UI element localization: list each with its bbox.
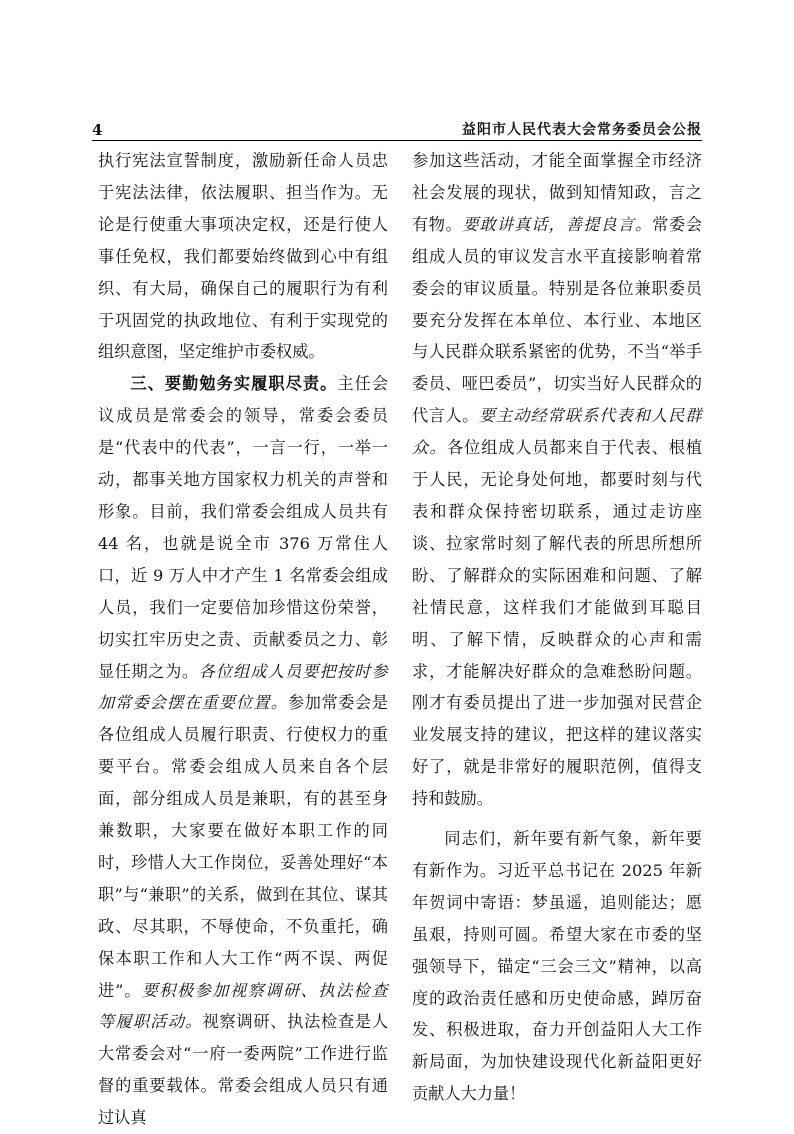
section-heading: 三、要勤勉务实履职尽责。 (130, 374, 338, 394)
body-text: 执行宪法宣誓制度，激励新任命人员忠于宪法法律，依法履职、担当作为。无论是行使重大事项决定权，还是行使人事任免权，我们都要始终做到心中有组织、有大局，确保自己的履职行为有利于巩固党的执政地位、有利于实现党的组织意图，坚定维护市委权威。 (98, 151, 388, 362)
body-text: 视察调研、执法检查是人大常委会对“一府一委两院”工作进行监督的重要载体。常委会组成人员只有通过认真 (98, 1012, 389, 1128)
journal-title: 益阳市人民代表大会常务委员会公报 (462, 122, 702, 138)
body-text: 主任会议成员是常委会的领导，常委会委员是“代表中的代表”，一言一行，一举一动，都事关地方国家权力机关的声誉和形象。目前，我们常委会组成人员共有 44 名，也就是说全市 376 万常住人口，近 9 万人中才产生 1 名常委会组成人员，我们一定要倍加珍惜这份荣誉，切实扛牢历史之责、贡献委员之力、彰显任期之为。 (98, 374, 389, 681)
left-column (98, 145, 388, 1134)
key-point: 要主动经常联系代表和人民群众。 (412, 406, 702, 458)
body-text: 常委会组成人员的审议发言水平直接影响着常委会的审议质量。特别是各位兼职委员要充分发挥在本单位、本行业、本地区与人民群众联系紧密的优势，不当“举手委员、哑巴委员”，切实当好人民群众的代言人。 (412, 214, 703, 426)
paragraph (98, 145, 388, 368)
right-column (412, 145, 702, 1110)
key-point: 各位组成人员要把按时参加常委会摆在重要位置。 (98, 661, 389, 713)
key-point: 要积极参加视察调研、执法检查等履职活动。 (98, 980, 389, 1032)
paragraph (412, 145, 702, 815)
body-text: 参加这些活动，才能全面掌握全市经济社会发展的现状，做到知情知政，言之有物。 (412, 151, 702, 234)
page-header (92, 120, 702, 140)
paragraph (98, 368, 388, 1134)
paragraph (412, 823, 702, 1110)
body-text: 参加常委会是各位组成人员履行职责、行使权力的重要平台。常委会组成人员来自各个层面，部分组成人员是兼职，有的甚至身兼数职，大家要在做好本职工作的同时，珍惜人大工作岗位，妥善处理好“本职”与“兼职”的关系，做到在其位、谋其政、尽其职，不辱使命，不负重托，确保本职工作和人大工作“两不误、两促进”。 (98, 693, 389, 1000)
body-text: 各位组成人员都来自于代表、根植于人民，无论身处何地，都要时刻与代表和群众保持密切联系，通过走访座谈、拉家常时刻了解代表的所思所想所盼、了解群众的实际困难和问题、了解社情民意，这样我们才能做到耳聪目明、了解下情，反映群众的心声和需求，才能解决好群众的急难愁盼问题。刚才有委员提出了进一步加强对民营企业发展支持的建议，把这样的建议落实好了，就是非常好的履职范例，值得支持和鼓励。 (412, 438, 703, 809)
key-point: 要敢讲真话，善提良言。 (462, 214, 653, 234)
body-text: 同志们，新年要有新气象，新年要有新作为。习近平总书记在 2025 年新年贺词中寄语：梦虽遥，追则能达；愿虽艰，持则可圆。希望大家在市委的坚强领导下，锚定“三会三文”精神，以高度的政治责任感和历史使命感，踔厉奋发、积极进取，奋力开创益阳人大工作新局面，为加快建设现代化新益阳更好贡献人大力量！ (412, 829, 702, 1104)
page-number: 4 (92, 121, 103, 139)
header-rule (92, 140, 702, 141)
